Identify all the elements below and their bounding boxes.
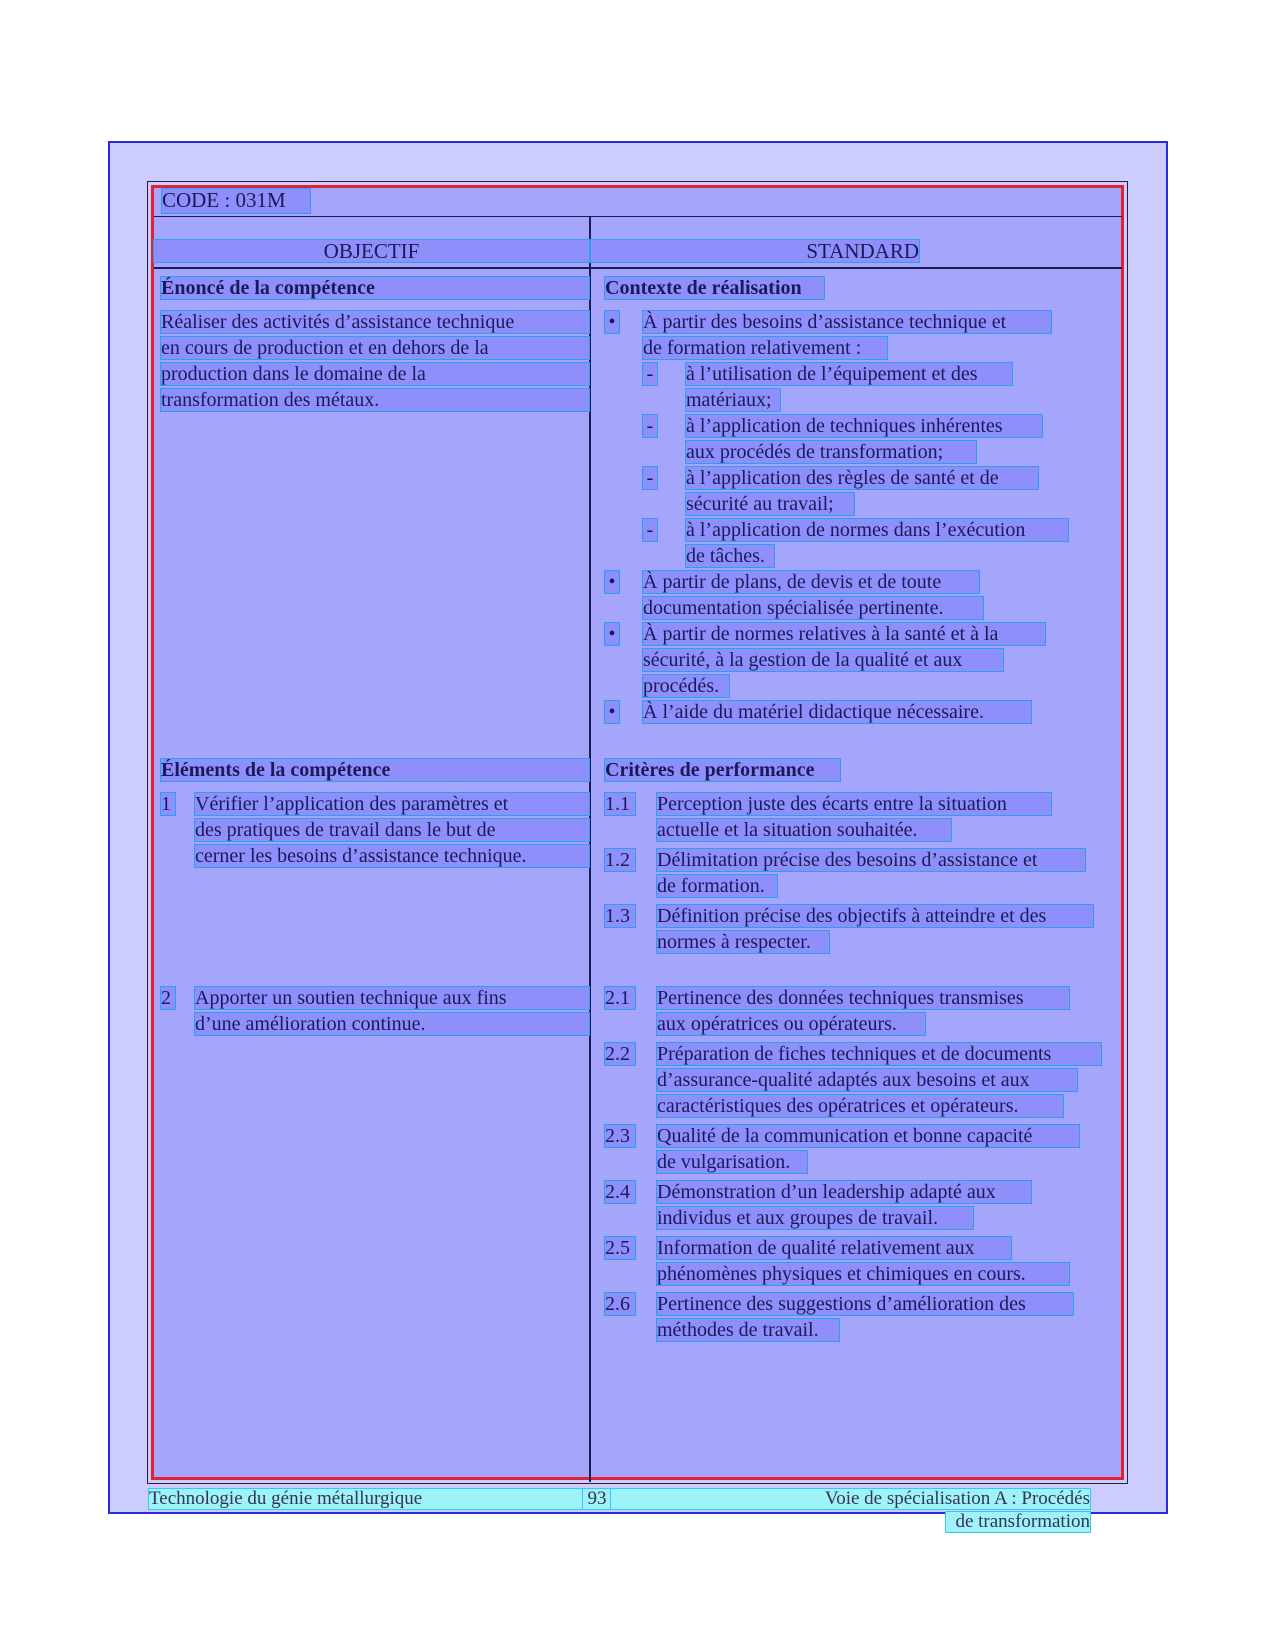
bullet-icon: •: [605, 311, 619, 333]
context-line: matériaux;: [686, 389, 780, 411]
column-header-standard: STANDARD: [591, 240, 919, 262]
context-line: sécurité, à la gestion de la qualité et aux: [643, 649, 1003, 671]
criterion-line: d’assurance-qualité adaptés aux besoins et aux: [657, 1069, 1077, 1091]
context-line: À l’aide du matériel didactique nécessaire.: [643, 701, 1031, 723]
criterion-line: individus et aux groupes de travail.: [657, 1207, 973, 1229]
competency-code: CODE : 031M: [162, 189, 310, 213]
header-rule-bottom: [154, 267, 1122, 269]
criterion-line: Pertinence des suggestions d’amélioration des: [657, 1293, 1073, 1315]
context-line: à l’application de techniques inhérentes: [686, 415, 1042, 437]
enonce-line: production dans le domaine de la: [161, 363, 589, 385]
criterion-line: actuelle et la situation souhaitée.: [657, 819, 951, 841]
criterion-line: Qualité de la communication et bonne capacité: [657, 1125, 1079, 1147]
element-number: 1: [161, 793, 175, 815]
bullet-icon: •: [605, 623, 619, 645]
element-line: Vérifier l’application des paramètres et: [195, 793, 589, 815]
criterion-line: de formation.: [657, 875, 777, 897]
context-line: à l’utilisation de l’équipement et des: [686, 363, 1012, 385]
criterion-number: 1.2: [605, 849, 635, 871]
context-line: aux procédés de transformation;: [686, 441, 976, 463]
context-line: sécurité au travail;: [686, 493, 854, 515]
context-line: À partir de plans, de devis et de toute: [643, 571, 979, 593]
criterion-line: Information de qualité relativement aux: [657, 1237, 1011, 1259]
column-header-objectif: OBJECTIF: [154, 240, 589, 262]
context-line: à l’application des règles de santé et de: [686, 467, 1038, 489]
enonce-line: transformation des métaux.: [161, 389, 589, 411]
context-line: À partir des besoins d’assistance technique et: [643, 311, 1051, 333]
enonce-line: Réaliser des activités d’assistance technique: [161, 311, 589, 333]
criterion-line: de vulgarisation.: [657, 1151, 807, 1173]
context-line: à l’application de normes dans l’exécution: [686, 519, 1068, 541]
context-line: de formation relativement :: [643, 337, 887, 359]
context-line: À partir de normes relatives à la santé et à la: [643, 623, 1045, 645]
dash-icon: -: [643, 467, 657, 489]
criterion-number: 2.6: [605, 1293, 635, 1315]
criterion-number: 2.1: [605, 987, 635, 1009]
criterion-line: aux opératrices ou opérateurs.: [657, 1013, 925, 1035]
criterion-number: 2.5: [605, 1237, 635, 1259]
criterion-line: normes à respecter.: [657, 931, 829, 953]
criterion-line: phénomènes physiques et chimiques en cours.: [657, 1263, 1069, 1285]
element-line: d’une amélioration continue.: [195, 1013, 589, 1035]
criterion-line: caractéristiques des opératrices et opérateurs.: [657, 1095, 1063, 1117]
element-line: cerner les besoins d’assistance technique.: [195, 845, 589, 867]
criterion-number: 1.3: [605, 905, 635, 927]
bullet-icon: •: [605, 571, 619, 593]
footer-page-number: 93: [583, 1489, 611, 1509]
criteres-title: Critères de performance: [605, 759, 840, 781]
footer-specialization-cont: de transformation: [946, 1512, 1090, 1532]
criterion-line: Perception juste des écarts entre la situation: [657, 793, 1051, 815]
criterion-line: Définition précise des objectifs à atteindre et des: [657, 905, 1093, 927]
element-number: 2: [161, 987, 175, 1009]
bullet-icon: •: [605, 701, 619, 723]
element-line: des pratiques de travail dans le but de: [195, 819, 589, 841]
dash-icon: -: [643, 415, 657, 437]
dash-icon: -: [643, 363, 657, 385]
elements-title: Éléments de la compétence: [161, 759, 589, 781]
enonce-line: en cours de production et en dehors de la: [161, 337, 589, 359]
criterion-line: Préparation de fiches techniques et de documents: [657, 1043, 1101, 1065]
context-line: procédés.: [643, 675, 729, 697]
header-rule-top: [154, 216, 1122, 217]
criterion-number: 2.3: [605, 1125, 635, 1147]
criterion-line: Pertinence des données techniques transmises: [657, 987, 1069, 1009]
context-line: de tâches.: [686, 545, 774, 567]
criterion-number: 1.1: [605, 793, 635, 815]
contexte-title: Contexte de réalisation: [605, 277, 824, 299]
criterion-number: 2.4: [605, 1181, 635, 1203]
column-divider: [589, 216, 591, 1482]
criterion-line: méthodes de travail.: [657, 1319, 839, 1341]
criterion-number: 2.2: [605, 1043, 635, 1065]
criterion-line: Délimitation précise des besoins d’assistance et: [657, 849, 1085, 871]
criterion-line: Démonstration d’un leadership adapté aux: [657, 1181, 1031, 1203]
element-line: Apporter un soutien technique aux fins: [195, 987, 589, 1009]
footer-specialization: Voie de spécialisation A : Procédés: [611, 1489, 1090, 1509]
dash-icon: -: [643, 519, 657, 541]
footer-title: Technologie du génie métallurgique: [149, 1489, 583, 1509]
enonce-title: Énoncé de la compétence: [161, 277, 589, 299]
context-line: documentation spécialisée pertinente.: [643, 597, 983, 619]
